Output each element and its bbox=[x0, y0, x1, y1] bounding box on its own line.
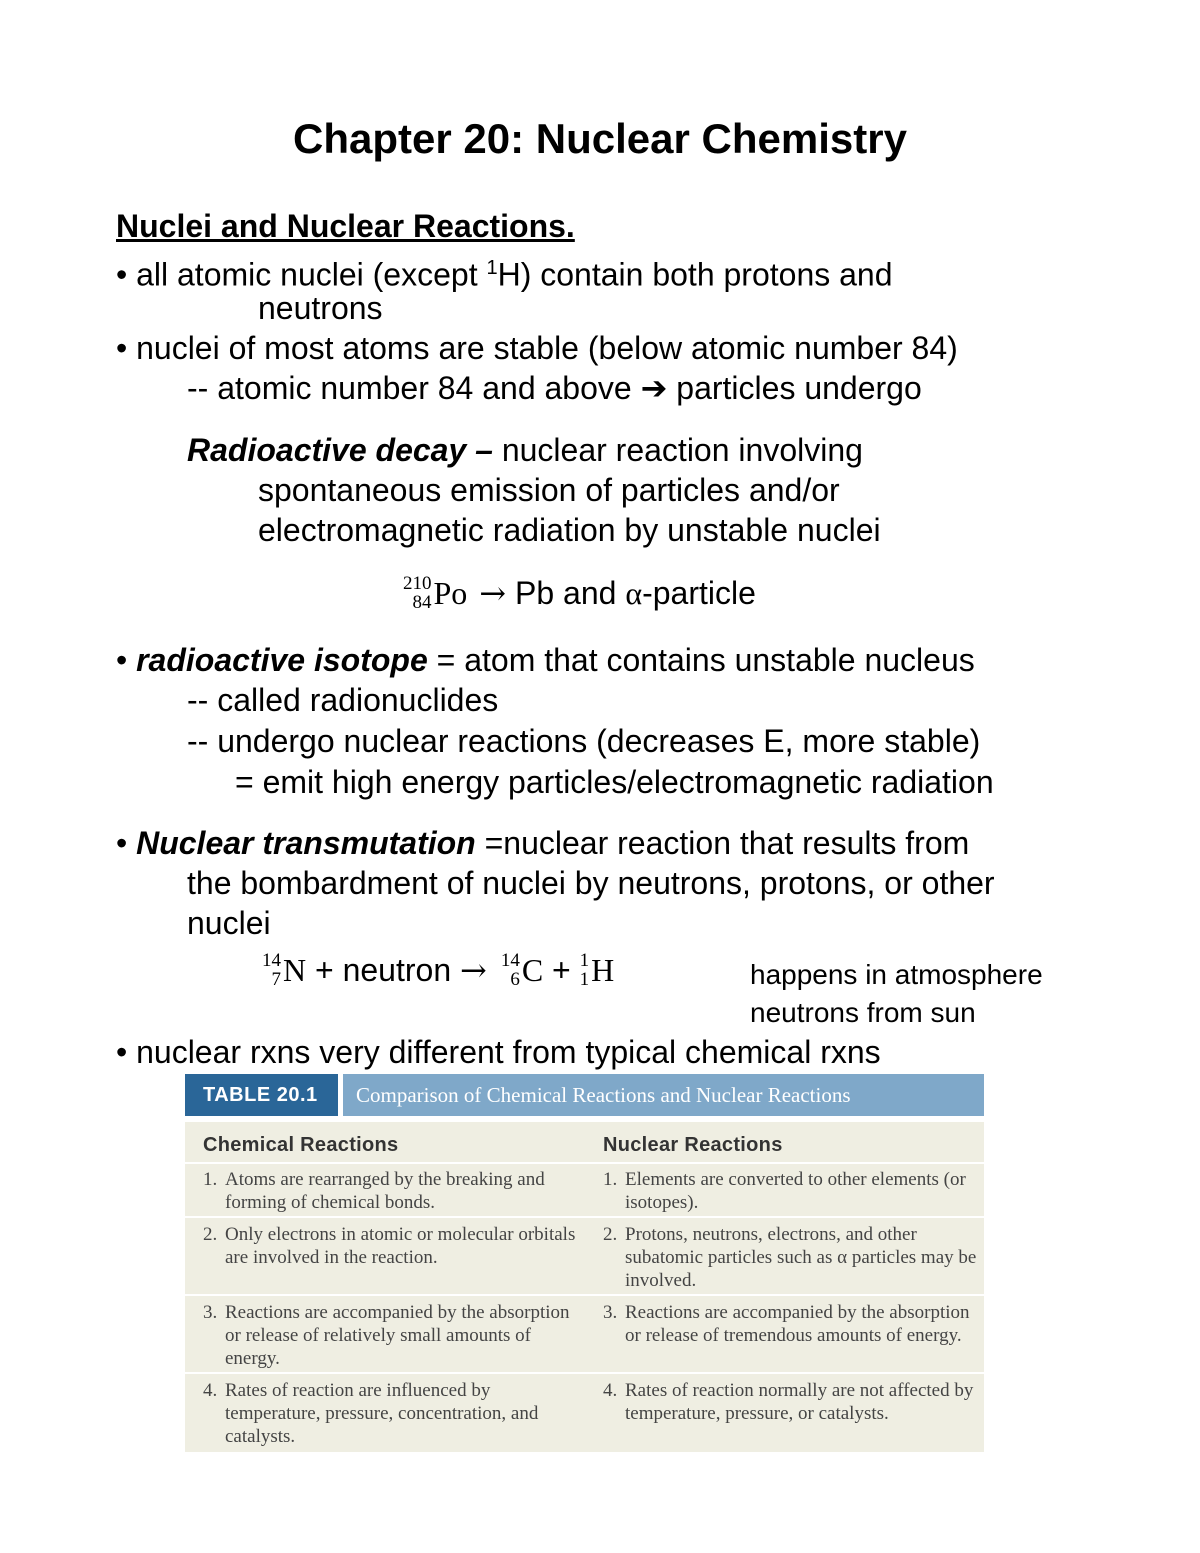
nitrogen-symbol: N bbox=[283, 952, 307, 988]
bullet-atomic-nuclei bbox=[116, 248, 893, 295]
sun-neutrons-note: neutrons from sun bbox=[750, 997, 976, 1028]
table-number-label: TABLE 20.1 bbox=[185, 1074, 338, 1116]
cell-text: Elements are converted to other elements (or isotopes). bbox=[625, 1169, 966, 1213]
equation-rest: Pb and bbox=[506, 575, 626, 611]
hydrogen-symbol: H bbox=[591, 952, 615, 988]
cell-text: Rates of reaction normally are not affected by temperature, pressure, or catalysts. bbox=[625, 1380, 974, 1424]
table-cell-chemical bbox=[203, 1301, 578, 1370]
cell-text: Rates of reaction are influenced by temperature, pressure, concentration, and catalysts. bbox=[225, 1380, 539, 1447]
right-arrow-icon: ➔ bbox=[640, 369, 668, 407]
cell-text: Only electrons in atomic or molecular orbitals are involved in the reaction. bbox=[225, 1224, 576, 1268]
sub-text-post: particles undergo bbox=[667, 370, 922, 406]
row-number: 3. bbox=[603, 1302, 618, 1323]
hydrogen-mass-superscript: 1 bbox=[486, 257, 498, 279]
nuclear-transmutation-def-line3: nuclei bbox=[187, 905, 271, 941]
table-cell-chemical bbox=[203, 1223, 578, 1269]
sub-text: called radionuclides bbox=[217, 682, 499, 718]
polonium-nuclide-numbers bbox=[403, 574, 432, 612]
row-number: 1. bbox=[603, 1169, 618, 1190]
table-cell-nuclear bbox=[603, 1301, 978, 1347]
hydrogen-mass-number: 1 bbox=[579, 950, 590, 971]
bullet-stable-nuclei bbox=[116, 328, 958, 368]
polonium-decay-equation bbox=[403, 573, 756, 613]
nuclear-transmutation-def-line2: the bombardment of nuclei by neutrons, protons, or other bbox=[187, 865, 995, 901]
table-cell-chemical bbox=[203, 1168, 578, 1214]
row-number: 4. bbox=[603, 1380, 618, 1401]
radioactive-decay-definition bbox=[187, 430, 863, 470]
alpha-symbol: α bbox=[625, 575, 643, 611]
bullet-text: nuclei of most atoms are stable (below atomic number 84) bbox=[136, 330, 958, 366]
sub-undergo-reactions bbox=[187, 721, 980, 761]
table-cell-nuclear bbox=[603, 1379, 978, 1425]
row-number: 2. bbox=[603, 1224, 618, 1245]
column-header-nuclear: Nuclear Reactions bbox=[603, 1134, 783, 1156]
radioactive-isotope-term: radioactive isotope bbox=[136, 642, 428, 678]
nuclear-transmutation-def: =nuclear reaction that results from bbox=[475, 825, 970, 861]
sub-text: undergo nuclear reactions (decreases E, more stable) bbox=[217, 723, 981, 759]
row-number: 1. bbox=[203, 1169, 218, 1190]
bullet-marker: • bbox=[116, 825, 128, 861]
table-cell-nuclear bbox=[603, 1168, 978, 1214]
reaction-arrow: → bbox=[479, 574, 507, 612]
hydrogen-nuclide-numbers bbox=[580, 951, 590, 989]
bullet-marker: • bbox=[116, 330, 128, 366]
bullet-atomic-nuclei-cont: neutrons bbox=[258, 290, 383, 326]
bullet-text-post: H) contain both protons and bbox=[497, 256, 893, 293]
carbon-nuclide-numbers bbox=[501, 951, 520, 989]
hydrogen-atomic-number: 1 bbox=[579, 969, 590, 990]
section-heading: Nuclei and Nuclear Reactions. bbox=[116, 208, 575, 244]
sub-text-pre: atomic number 84 and above bbox=[217, 370, 641, 406]
page-title: Chapter 20: Nuclear Chemistry bbox=[293, 115, 907, 162]
bullet-radioactive-isotope bbox=[116, 640, 975, 680]
sub-atomic-84 bbox=[187, 368, 922, 408]
radioactive-decay-def-line3: electromagnetic radiation by unstable nuclei bbox=[258, 512, 881, 548]
carbon-atomic-number: 6 bbox=[510, 969, 520, 990]
reaction-arrow: → bbox=[460, 951, 487, 989]
radioactive-decay-def: nuclear reaction involving bbox=[492, 432, 863, 468]
row-divider bbox=[185, 1372, 984, 1374]
carbon-symbol: C bbox=[521, 952, 544, 988]
plus-sign: + bbox=[543, 952, 580, 988]
nitrogen-atomic-number: 7 bbox=[271, 969, 281, 990]
equation-rest2: -particle bbox=[642, 575, 756, 611]
plus-neutron: + neutron bbox=[306, 952, 460, 988]
radioactive-isotope-def: = atom that contains unstable nucleus bbox=[427, 642, 975, 678]
dash-marker: -- bbox=[187, 682, 209, 718]
radioactive-decay-def-line2: spontaneous emission of particles and/or bbox=[258, 472, 840, 508]
atmosphere-note: happens in atmosphere bbox=[750, 959, 1043, 990]
nitrogen-nuclide-numbers bbox=[262, 951, 281, 989]
carbon-mass-number: 14 bbox=[500, 950, 520, 971]
row-number: 2. bbox=[203, 1224, 218, 1245]
bullet-marker: • bbox=[116, 256, 128, 293]
column-header-chemical: Chemical Reactions bbox=[203, 1134, 399, 1156]
bullet-nuclear-transmutation bbox=[116, 823, 969, 863]
table-header-bar bbox=[185, 1074, 984, 1116]
table-caption: Comparison of Chemical Reactions and Nuclear Reactions bbox=[343, 1074, 984, 1116]
cell-text: Reactions are accompanied by the absorption or release of relatively small amounts of energy. bbox=[225, 1302, 570, 1369]
nuclear-transmutation-term: Nuclear transmutation bbox=[136, 825, 476, 861]
bullet-text: nuclear rxns very different from typical chemical rxns bbox=[136, 1034, 881, 1070]
row-number: 4. bbox=[203, 1380, 218, 1401]
sub-radionuclides bbox=[187, 680, 498, 720]
bullet-text-pre: all atomic nuclei (except bbox=[136, 256, 487, 293]
polonium-atomic-number: 84 bbox=[412, 592, 432, 613]
row-number: 3. bbox=[203, 1302, 218, 1323]
cell-text: Reactions are accompanied by the absorption or release of tremendous amounts of energy. bbox=[625, 1302, 970, 1346]
row-divider bbox=[185, 1216, 984, 1218]
row-divider bbox=[185, 1162, 984, 1164]
polonium-mass-number: 210 bbox=[403, 573, 432, 594]
table-cell-nuclear bbox=[603, 1223, 978, 1292]
bullet-marker: • bbox=[116, 1034, 128, 1070]
cell-text: Atoms are rearranged by the breaking and forming of chemical bonds. bbox=[225, 1169, 545, 1213]
nitrogen-mass-number: 14 bbox=[262, 950, 281, 971]
bullet-marker: • bbox=[116, 642, 128, 678]
table-cell-chemical bbox=[203, 1379, 578, 1448]
radioactive-decay-term: Radioactive decay – bbox=[187, 432, 493, 468]
cell-text: Protons, neutrons, electrons, and other subatomic particles such as α particles may be involved. bbox=[625, 1224, 977, 1291]
nitrogen-transmutation-equation bbox=[262, 950, 614, 990]
sub-emit-particles: = emit high energy particles/electromagnetic radiation bbox=[235, 764, 994, 800]
comparison-table bbox=[185, 1122, 984, 1452]
dash-marker: -- bbox=[187, 723, 209, 759]
row-divider bbox=[185, 1294, 984, 1296]
polonium-symbol: Po bbox=[433, 575, 468, 611]
dash-marker: -- bbox=[187, 370, 209, 406]
bullet-nuclear-rxns bbox=[116, 1032, 881, 1072]
